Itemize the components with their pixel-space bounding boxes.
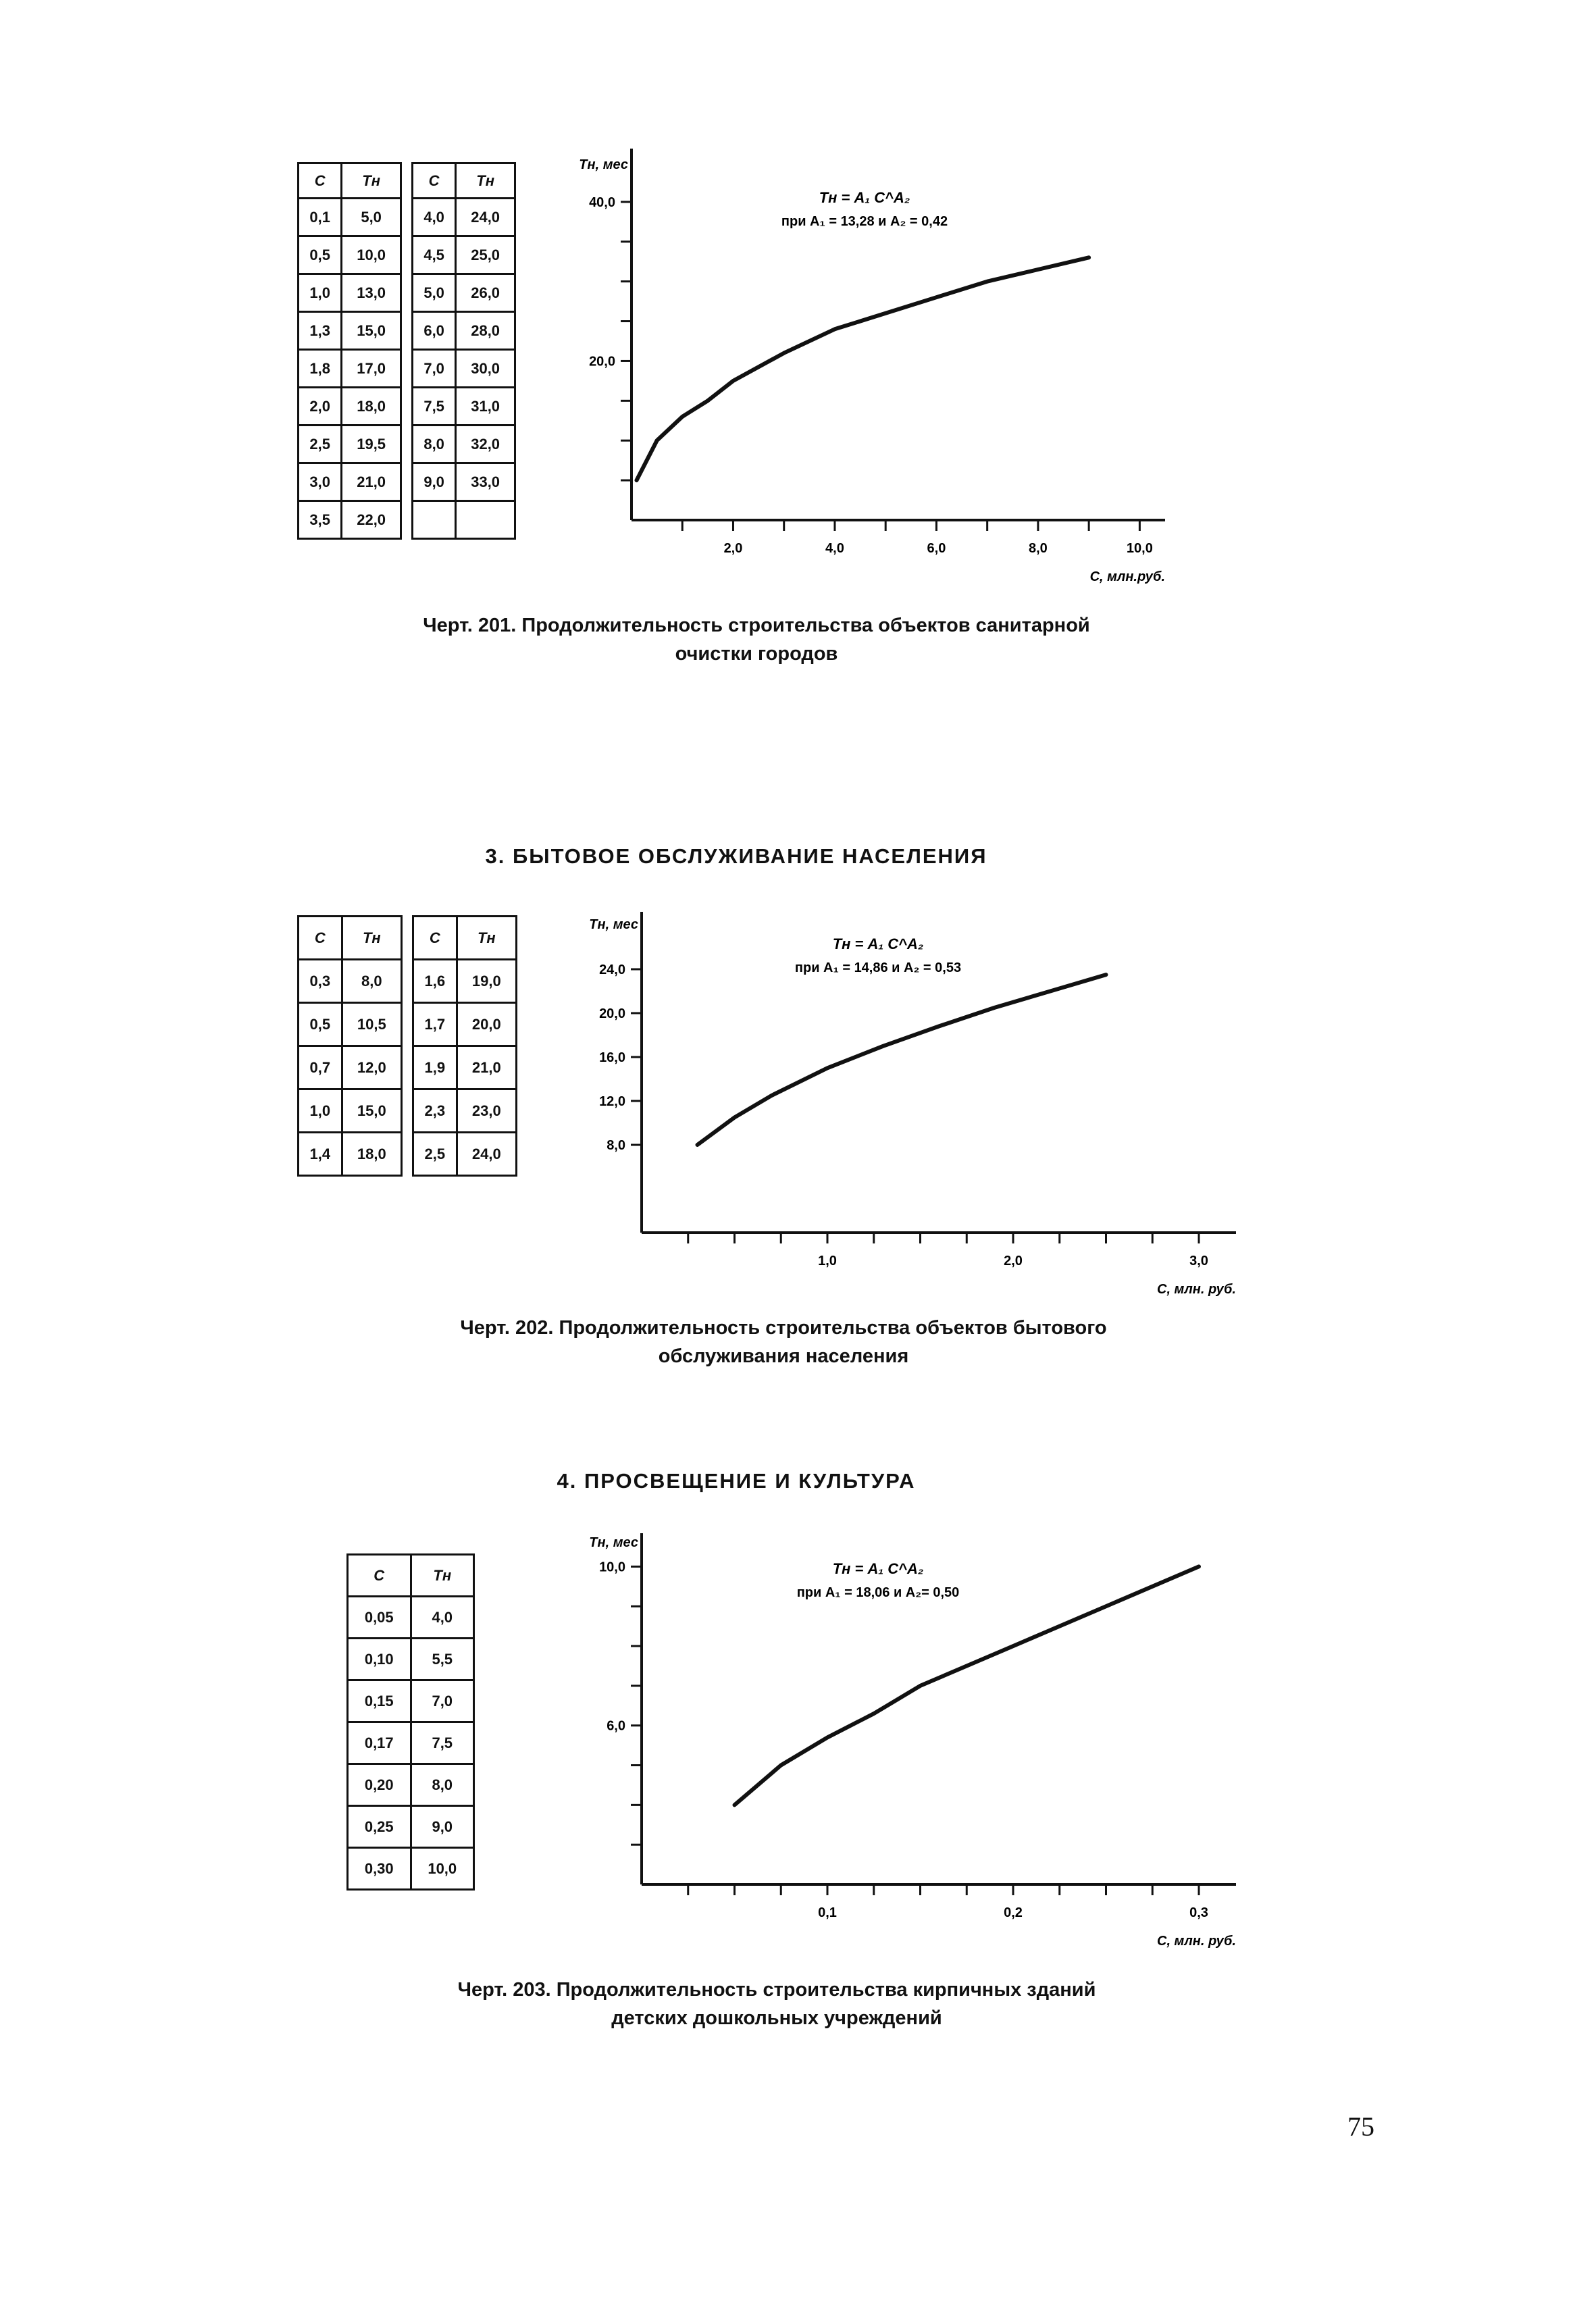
table-202 — [297, 915, 517, 1177]
table-cell: 4,0 — [412, 199, 455, 236]
x-tick-label: 2,0 — [723, 541, 743, 556]
column-gap — [401, 463, 412, 501]
column-gap — [401, 501, 412, 539]
formula-line1: Tн = A₁ C^A₂ — [819, 189, 910, 206]
x-tick-label: 2,0 — [1004, 1254, 1023, 1268]
table-header-row — [299, 917, 517, 960]
table-cell: 1,4 — [299, 1133, 342, 1176]
table-cell: 22,0 — [342, 501, 401, 539]
table-cell: 1,0 — [299, 274, 342, 312]
table-cell: 12,0 — [342, 1046, 401, 1089]
table-cell: 15,0 — [342, 1089, 401, 1133]
table-cell: 20,0 — [457, 1003, 516, 1046]
table-cell: 0,20 — [348, 1764, 411, 1806]
column-gap — [401, 236, 412, 274]
table-cell: 1,8 — [299, 350, 342, 388]
table-cell: 17,0 — [342, 350, 401, 388]
table-cell: 1,7 — [413, 1003, 457, 1046]
table-cell — [456, 501, 515, 539]
column-header: Tн — [411, 1555, 474, 1597]
column-gap — [401, 917, 413, 960]
table-header-row — [348, 1555, 474, 1597]
table-row — [348, 1848, 474, 1890]
column-header: C — [348, 1555, 411, 1597]
x-tick-label: 8,0 — [1028, 541, 1048, 556]
table-cell: 23,0 — [457, 1089, 516, 1133]
table-cell: 2,5 — [299, 426, 342, 463]
table-cell: 21,0 — [342, 463, 401, 501]
formula-line1: Tн = A₁ C^A₂ — [832, 1560, 924, 1577]
table-cell: 0,5 — [299, 1003, 342, 1046]
column-header: Tн — [457, 917, 516, 960]
table-row — [299, 426, 515, 463]
table-cell: 3,0 — [299, 463, 342, 501]
chart-201 — [540, 155, 1189, 601]
table-row — [299, 463, 515, 501]
x-axis-label: C, млн.руб. — [1089, 569, 1165, 584]
column-header: Tн — [342, 163, 401, 199]
column-gap — [401, 1133, 413, 1176]
table-row — [348, 1722, 474, 1764]
x-tick-label: 10,0 — [1126, 541, 1153, 556]
series-line — [698, 975, 1106, 1145]
table-cell: 0,05 — [348, 1597, 411, 1639]
column-gap — [401, 163, 412, 199]
table-cell: 0,3 — [299, 960, 342, 1003]
column-gap — [401, 312, 412, 350]
table-201 — [297, 162, 516, 540]
table-cell: 2,0 — [299, 388, 342, 426]
column-header: C — [299, 917, 342, 960]
table-cell: 1,0 — [299, 1089, 342, 1133]
table-cell: 24,0 — [456, 199, 515, 236]
table-cell: 24,0 — [457, 1133, 516, 1176]
table-cell: 33,0 — [456, 463, 515, 501]
y-tick-label: 10,0 — [599, 1560, 625, 1575]
y-tick-label: 20,0 — [589, 354, 615, 369]
column-gap — [401, 1003, 413, 1046]
x-tick-label: 6,0 — [927, 541, 946, 556]
table-cell: 15,0 — [342, 312, 401, 350]
formula-line1: Tн = A₁ C^A₂ — [832, 935, 924, 952]
x-tick-label: 0,1 — [818, 1905, 837, 1920]
caption-202-line2: обслуживания населения — [658, 1345, 909, 1367]
y-axis-label: Tн, мес — [589, 917, 638, 932]
caption-203-line1: Черт. 203. Продолжительность строительства кирпичных зданий — [457, 1979, 1096, 2001]
caption-201-line2: очистки городов — [675, 643, 838, 665]
x-axis-label: C, млн. руб. — [1157, 1282, 1236, 1297]
column-gap — [401, 1046, 413, 1089]
y-tick-label: 6,0 — [607, 1718, 625, 1734]
column-gap — [401, 1089, 413, 1133]
table-cell: 0,1 — [299, 199, 342, 236]
table-cell: 0,10 — [348, 1639, 411, 1680]
table-cell: 19,5 — [342, 426, 401, 463]
column-header: C — [413, 917, 457, 960]
table-cell: 25,0 — [456, 236, 515, 274]
table-cell: 4,5 — [412, 236, 455, 274]
table-cell: 2,3 — [413, 1089, 457, 1133]
table-cell — [412, 501, 455, 539]
x-tick-label: 3,0 — [1189, 1254, 1208, 1268]
table-cell: 8,0 — [412, 426, 455, 463]
x-tick-label: 1,0 — [818, 1254, 837, 1268]
y-tick-label: 8,0 — [607, 1138, 625, 1153]
x-tick-label: 0,2 — [1004, 1905, 1023, 1920]
table-203 — [346, 1553, 475, 1891]
table-row — [348, 1639, 474, 1680]
table-cell: 7,5 — [412, 388, 455, 426]
table-cell: 1,3 — [299, 312, 342, 350]
table-cell: 0,30 — [348, 1848, 411, 1890]
caption-202 — [324, 1314, 1243, 1370]
table-cell: 19,0 — [457, 960, 516, 1003]
table-cell: 26,0 — [456, 274, 515, 312]
table-header-row — [299, 163, 515, 199]
table-row — [299, 312, 515, 350]
x-tick-label: 0,3 — [1189, 1905, 1208, 1920]
table-row — [299, 1046, 517, 1089]
caption-201-line1: Черт. 201. Продолжительность строительства объектов санитарной — [423, 615, 1090, 636]
table-row — [299, 388, 515, 426]
table-cell: 7,0 — [412, 350, 455, 388]
table-cell: 10,5 — [342, 1003, 401, 1046]
table-cell: 18,0 — [342, 388, 401, 426]
table-cell: 9,0 — [411, 1806, 474, 1848]
page-number: 75 — [1347, 2111, 1374, 2142]
y-tick-label: 12,0 — [599, 1094, 625, 1109]
table-row — [299, 350, 515, 388]
column-header: C — [299, 163, 342, 199]
table-cell: 5,0 — [342, 199, 401, 236]
y-tick-label: 16,0 — [599, 1050, 625, 1065]
table-cell: 3,5 — [299, 501, 342, 539]
table-row — [348, 1597, 474, 1639]
table-cell: 5,0 — [412, 274, 455, 312]
table-cell: 0,17 — [348, 1722, 411, 1764]
table-cell: 5,5 — [411, 1639, 474, 1680]
table-row — [299, 1003, 517, 1046]
table-row — [299, 274, 515, 312]
table-cell: 9,0 — [412, 463, 455, 501]
table-row — [348, 1806, 474, 1848]
table-cell: 1,6 — [413, 960, 457, 1003]
table-cell: 30,0 — [456, 350, 515, 388]
table-row — [348, 1680, 474, 1722]
table-cell: 8,0 — [411, 1764, 474, 1806]
section-title-3: 3. БЫТОВОЕ ОБСЛУЖИВАНИЕ НАСЕЛЕНИЯ — [485, 844, 987, 868]
table-cell: 0,25 — [348, 1806, 411, 1848]
table-cell: 10,0 — [342, 236, 401, 274]
table-row — [348, 1764, 474, 1806]
table-cell: 2,5 — [413, 1133, 457, 1176]
formula-line2: при A₁ = 13,28 и A₂ = 0,42 — [781, 214, 948, 229]
table-cell: 10,0 — [411, 1848, 474, 1890]
series-line — [735, 1566, 1200, 1805]
table-row — [299, 1133, 517, 1176]
column-gap — [401, 274, 412, 312]
y-tick-label: 20,0 — [599, 1006, 625, 1021]
series-line — [637, 257, 1089, 480]
caption-201 — [284, 611, 1229, 668]
section-title-4: 4. ПРОСВЕЩЕНИЕ И КУЛЬТУРА — [557, 1469, 916, 1493]
table-row — [299, 501, 515, 539]
table-cell: 7,5 — [411, 1722, 474, 1764]
table-cell: 18,0 — [342, 1133, 401, 1176]
table-cell: 0,7 — [299, 1046, 342, 1089]
y-axis-label: Tн, мес — [589, 1535, 638, 1550]
column-gap — [401, 199, 412, 236]
table-row — [299, 236, 515, 274]
table-row — [299, 960, 517, 1003]
table-cell: 1,9 — [413, 1046, 457, 1089]
table-cell: 8,0 — [342, 960, 401, 1003]
table-cell: 32,0 — [456, 426, 515, 463]
caption-203 — [317, 1976, 1236, 2032]
table-row — [299, 199, 515, 236]
y-axis-label: Tн, мес — [579, 157, 628, 172]
formula-line2: при A₁ = 18,06 и A₂= 0,50 — [796, 1585, 960, 1600]
caption-203-line2: детских дошкольных учреждений — [611, 2007, 942, 2029]
table-cell: 28,0 — [456, 312, 515, 350]
column-header: C — [412, 163, 455, 199]
table-cell: 6,0 — [412, 312, 455, 350]
column-gap — [401, 388, 412, 426]
column-header: Tн — [342, 917, 401, 960]
table-cell: 4,0 — [411, 1597, 474, 1639]
column-gap — [401, 350, 412, 388]
chart-202 — [554, 915, 1256, 1297]
column-gap — [401, 960, 413, 1003]
table-cell: 21,0 — [457, 1046, 516, 1089]
table-cell: 0,15 — [348, 1680, 411, 1722]
x-axis-label: C, млн. руб. — [1157, 1934, 1236, 1949]
table-cell: 7,0 — [411, 1680, 474, 1722]
table-row — [299, 1089, 517, 1133]
caption-202-line1: Черт. 202. Продолжительность строительства объектов бытового — [460, 1317, 1107, 1339]
table-cell: 13,0 — [342, 274, 401, 312]
chart-203 — [554, 1533, 1256, 1952]
y-tick-label: 24,0 — [599, 962, 625, 977]
table-cell: 31,0 — [456, 388, 515, 426]
table-cell: 0,5 — [299, 236, 342, 274]
column-header: Tн — [456, 163, 515, 199]
formula-line2: при A₁ = 14,86 и A₂ = 0,53 — [794, 960, 962, 975]
x-tick-label: 4,0 — [825, 541, 844, 556]
column-gap — [401, 426, 412, 463]
y-tick-label: 40,0 — [589, 195, 615, 210]
